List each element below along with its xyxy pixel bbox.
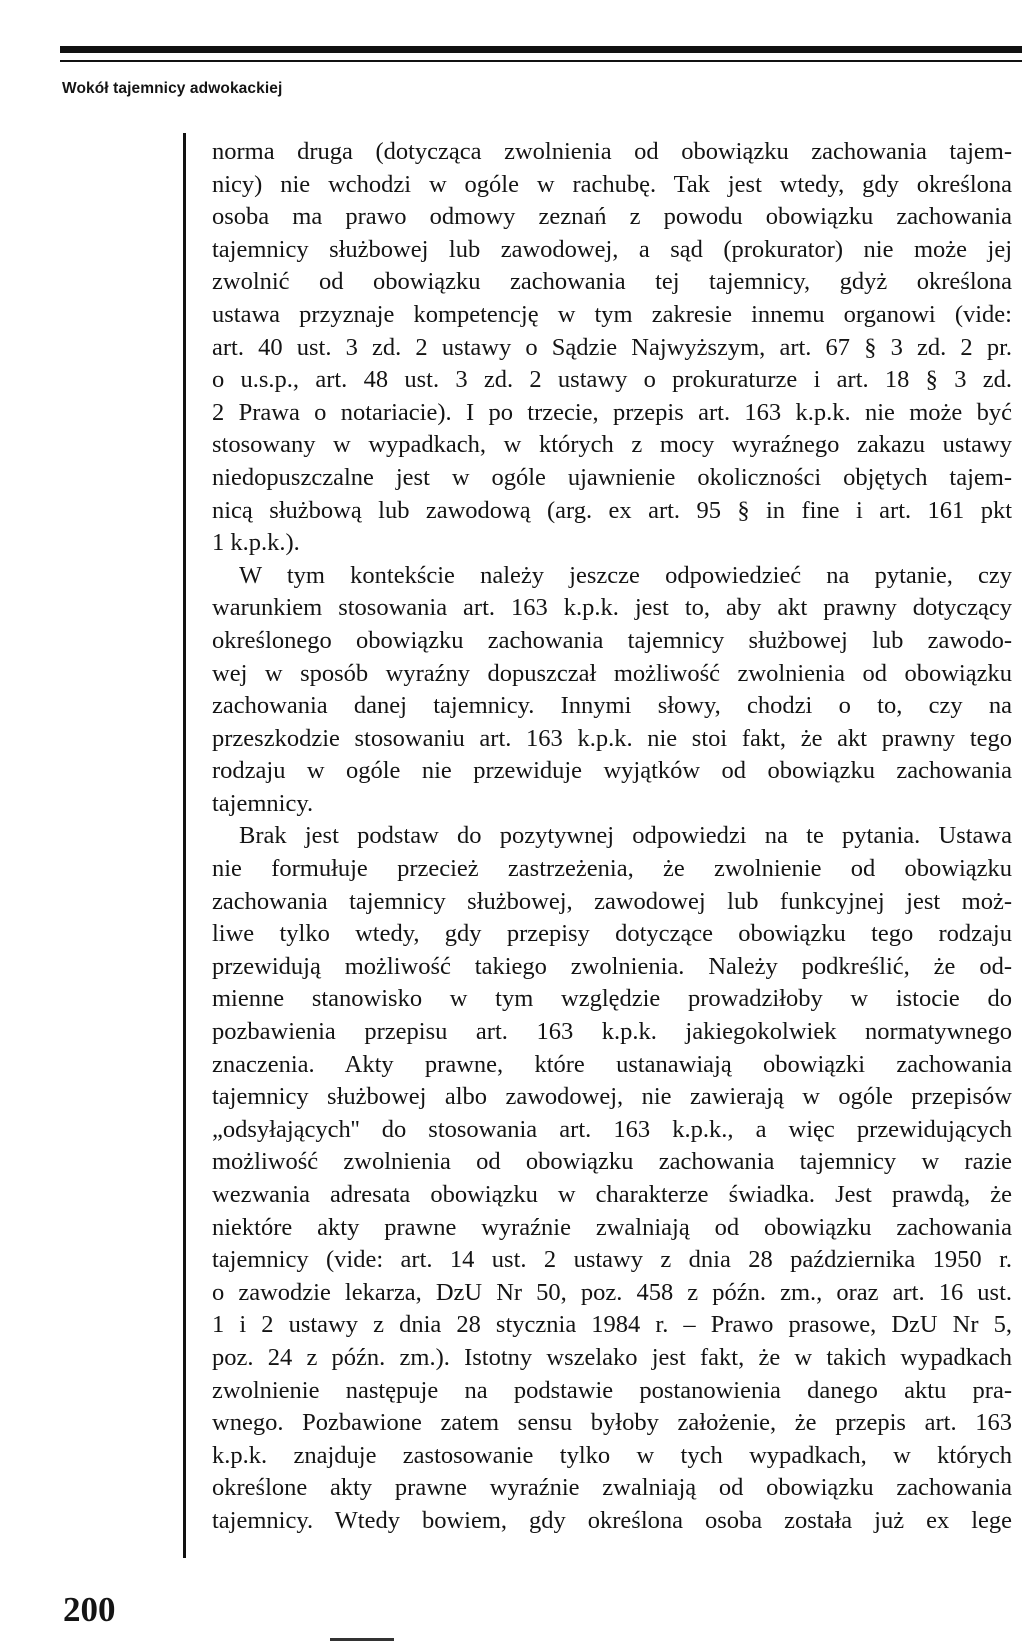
text-line: nicą służbową lub zawodową (arg. ex art. 95 § in fine i art. 161 pkt	[212, 496, 1012, 524]
text-line: zwolnić od obowiązku zachowania tej tajemnicy, gdyż określona	[212, 268, 1012, 296]
text-line: tajemnicy.	[212, 789, 314, 817]
text-line: „odsyłających'' do stosowania art. 163 k.p.k., a więc przewidujących	[212, 1115, 1012, 1143]
text-line: 1 i 2 ustawy z dnia 28 stycznia 1984 r. – Prawo prasowe, DzU Nr 5,	[212, 1311, 1012, 1339]
text-line: zachowania danej tajemnicy. Innymi słowy, chodzi o to, czy na	[212, 692, 1012, 720]
text-line: tajemnicy służbowej albo zawodowej, nie zawierają w ogóle przepisów	[212, 1083, 1012, 1111]
text-line: osoba ma prawo odmowy zeznań z powodu obowiązku zachowania	[212, 203, 1012, 231]
text-line: nicy) nie wchodzi w ogóle w rachubę. Tak jest wtedy, gdy określona	[212, 170, 1012, 198]
text-line: tajemnicy. Wtedy bowiem, gdy określona osoba została już ex lege	[212, 1506, 1012, 1534]
text-line: nie formułuje przecież zastrzeżenia, że zwolnienie od obowiązku	[212, 855, 1012, 883]
text-line: warunkiem stosowania art. 163 k.p.k. jest to, aby akt prawny dotyczący	[212, 594, 1012, 622]
text-line: niektóre akty prawne wyraźnie zwalniają od obowiązku zachowania	[212, 1213, 1012, 1241]
text-line: tajemnicy służbowej lub zawodowej, a sąd (prokurator) nie może jej	[212, 235, 1012, 263]
text-line: stosowany w wypadkach, w których z mocy wyraźnego zakazu ustawy	[212, 431, 1012, 459]
text-line: ustawa przyznaje kompetencję w tym zakresie innemu organowi (vide:	[212, 300, 1012, 328]
text-line: wnego. Pozbawione zatem sensu byłoby założenie, że przepis art. 163	[212, 1409, 1012, 1437]
running-title: Wokół tajemnicy adwokackiej	[62, 80, 283, 97]
text-line: przeszkodzie stosowaniu art. 163 k.p.k. nie stoi fakt, że akt prawny tego	[212, 724, 1012, 752]
text-line: poz. 24 z późn. zm.). Istotny wszelako jest fakt, że w takich wypadkach	[212, 1343, 1012, 1371]
text-line: o zawodzie lekarza, DzU Nr 50, poz. 458 z późn. zm., oraz art. 16 ust.	[212, 1278, 1012, 1306]
text-line: rodzaju w ogóle nie przewiduje wyjątków od obowiązku zachowania	[212, 757, 1012, 785]
text-line: liwe tylko wtedy, gdy przepisy dotyczące obowiązku tego rodzaju	[212, 920, 1012, 948]
text-line: wej w sposób wyraźny dopuszczał możliwość zwolnienia od obowiązku	[212, 659, 1012, 687]
text-line: k.p.k. znajduje zastosowanie tylko w tych wypadkach, w których	[212, 1441, 1012, 1469]
text-line: tajemnicy (vide: art. 14 ust. 2 ustawy z dnia 28 października 1950 r.	[212, 1246, 1012, 1274]
header-rule-thin	[60, 60, 1022, 62]
text-line: zachowania tajemnicy służbowej, zawodowej lub funkcyjnej jest moż-	[212, 887, 1012, 915]
text-line: norma druga (dotycząca zwolnienia od obowiązku zachowania tajem-	[212, 138, 1012, 165]
text-line: pozbawienia przepisu art. 163 k.p.k. jakiegokolwiek normatywnego	[212, 1018, 1012, 1046]
text-line: możliwość zwolnienia od obowiązku zachowania tajemnicy w razie	[212, 1148, 1012, 1176]
header-rule-thick	[60, 46, 1022, 53]
text-line: znaczenia. Akty prawne, które ustanawiają obowiązki zachowania	[212, 1050, 1012, 1078]
text-line: Brak jest podstaw do pozytywnej odpowiedzi na te pytania. Ustawa	[239, 822, 1012, 850]
text-line: określonego obowiązku zachowania tajemnicy służbowej lub zawodo-	[212, 626, 1012, 654]
margin-bar	[183, 133, 186, 1558]
text-line: 1 k.p.k.).	[212, 529, 300, 557]
text-line: W tym kontekście należy jeszcze odpowiedzieć na pytanie, czy	[239, 561, 1012, 589]
text-line: niedopuszczalne jest w ogóle ujawnienie okoliczności objętych tajem-	[212, 463, 1012, 491]
text-line: wezwania adresata obowiązku w charakterze świadka. Jest prawdą, że	[212, 1181, 1012, 1208]
text-line: 2 Prawa o notariacie). I po trzecie, przepis art. 163 k.p.k. nie może być	[212, 398, 1012, 426]
text-line: mienne stanowisko w tym względzie prowadziłoby w istocie do	[212, 985, 1012, 1013]
text-line: art. 40 ust. 3 zd. 2 ustawy o Sądzie Najwyższym, art. 67 § 3 zd. 2 pr.	[212, 333, 1012, 361]
text-line: zwolnienie następuje na podstawie postanowienia danego aktu pra-	[212, 1376, 1012, 1404]
text-line: określone akty prawne wyraźnie zwalniają od obowiązku zachowania	[212, 1474, 1012, 1502]
page-number: 200	[63, 1590, 116, 1629]
body-text	[212, 136, 1012, 1538]
text-line: o u.s.p., art. 48 ust. 3 zd. 2 ustawy o prokuraturze i art. 18 § 3 zd.	[212, 366, 1012, 394]
text-line: przewidują możliwość takiego zwolnienia. Należy podkreślić, że od-	[212, 952, 1012, 980]
footer-mark	[330, 1638, 394, 1641]
